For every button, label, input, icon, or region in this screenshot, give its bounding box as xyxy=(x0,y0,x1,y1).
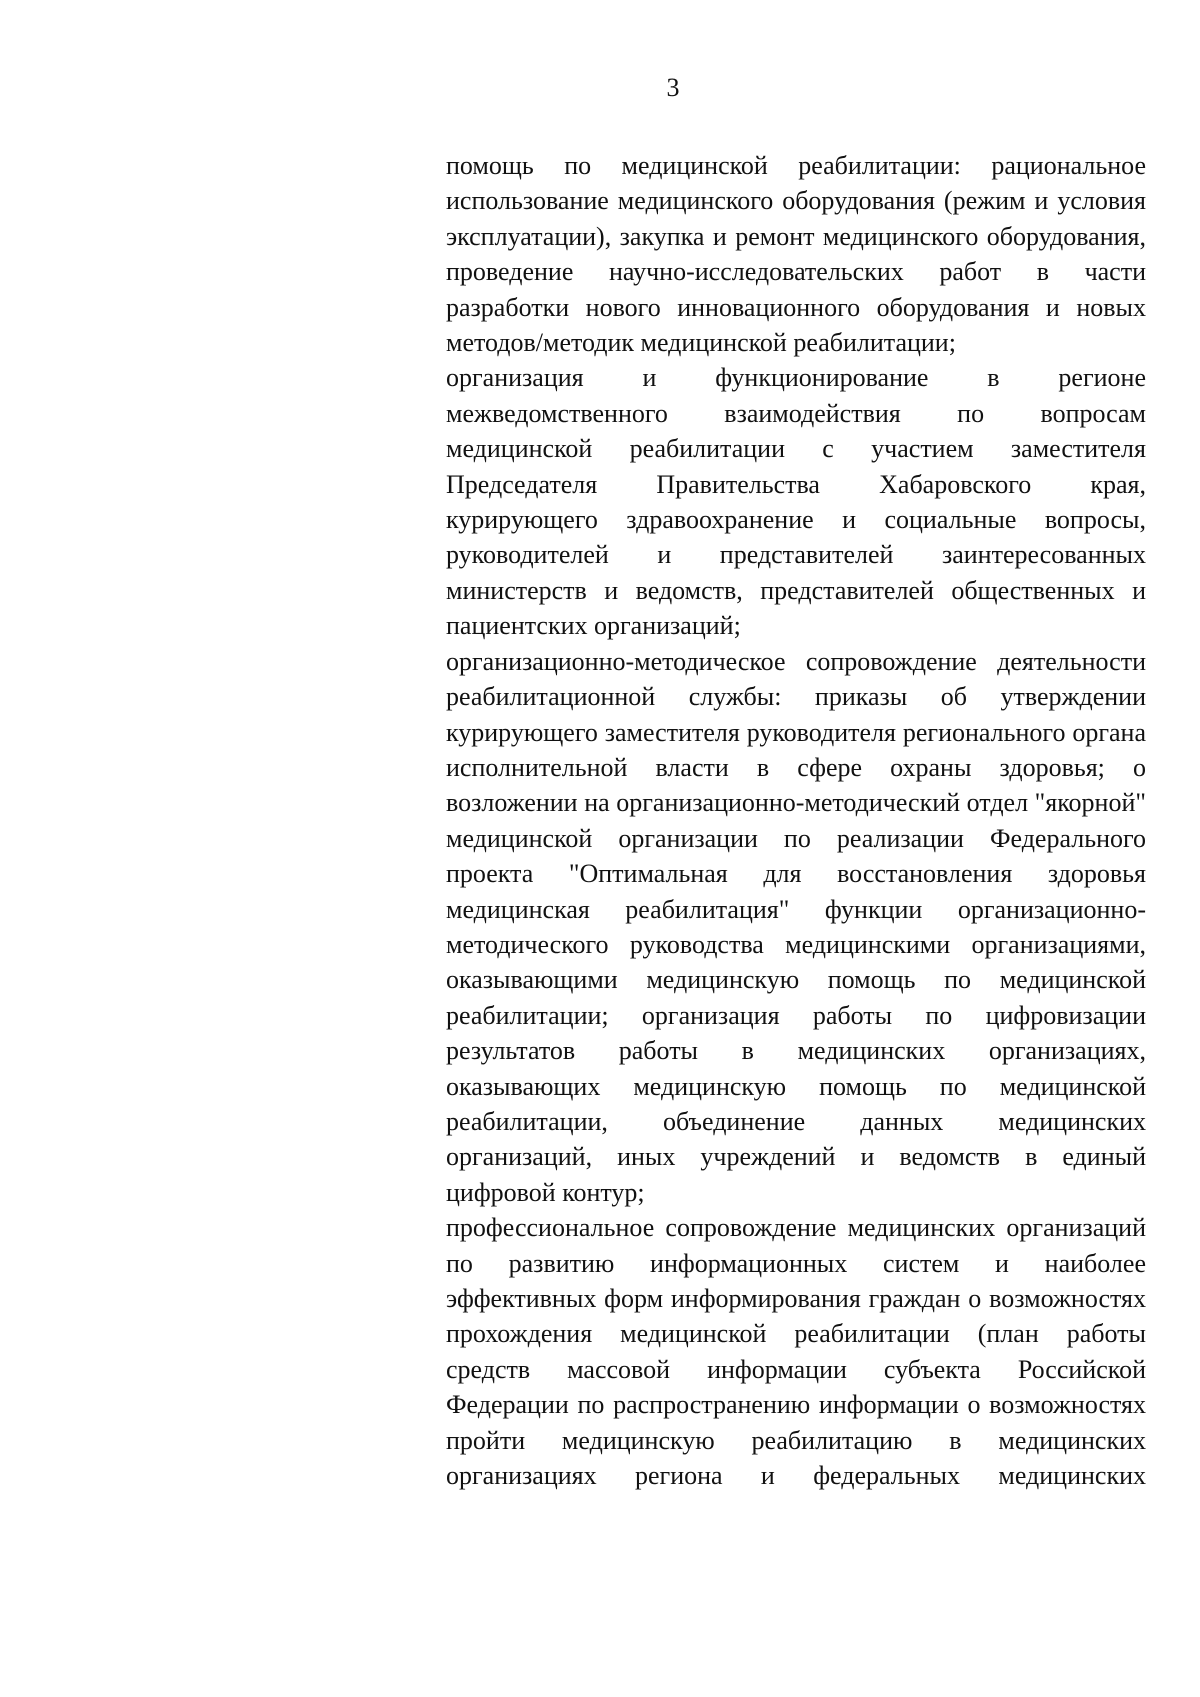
paragraph-methodological-support: организационно-методическое сопровождение деятельности реабилитационной службы: приказы об утверждении курирующего заместителя руководителя регионального органа исполнительной власти в сфере охраны здоровья; о возложении на организационно-методический отдел "якорной" медицинской организации по реализации Федерального проекта "Оптимальная для восстановления здоровья медицинская реабилитация" функции организационно-методического руководства медицинскими организациями, оказывающими медицинскую помощь по медицинской реабилитации; организация работы по цифровизации результатов работы в медицинских организациях, оказывающих медицинскую помощь по медицинской реабилитации, объединение данных медицинских организаций, иных учреждений и ведомств в единый цифровой контур; xyxy=(446,646,1146,1207)
paragraph-interagency-cooperation: организация и функционирование в регионе межведомственного взаимодействия по вопросам медицинской реабилитации с участием заместителя Председателя Правительства Хабаровского края, курирующего здравоохранение и социальные вопросы, руководителей и представителей заинтересованных министерств и ведомств, представителей общественных и пациентских организаций; xyxy=(446,363,1146,641)
paragraph-information-support: профессиональное сопровождение медицинских организаций по развитию информационных систем и наиболее эффективных форм информирования граждан о возможностях прохождения медицинской реабилитации (план работы средств массовой информации субъекта Российской Федерации по распространению информации о возможностях пройти медицинскую реабилитацию в медицинских организациях региона и федеральных медицинских xyxy=(446,1213,1146,1491)
document-body xyxy=(446,148,1146,1493)
page-number: 3 xyxy=(666,73,680,102)
paragraph-rehab-equipment: помощь по медицинской реабилитации: рациональное использование медицинского оборудования (режим и условия эксплуатации), закупка и ремонт медицинского оборудования, проведение научно-исследовательских работ в части разработки нового инновационного оборудования и новых методов/методик медицинской реабилитации; xyxy=(446,151,1146,358)
